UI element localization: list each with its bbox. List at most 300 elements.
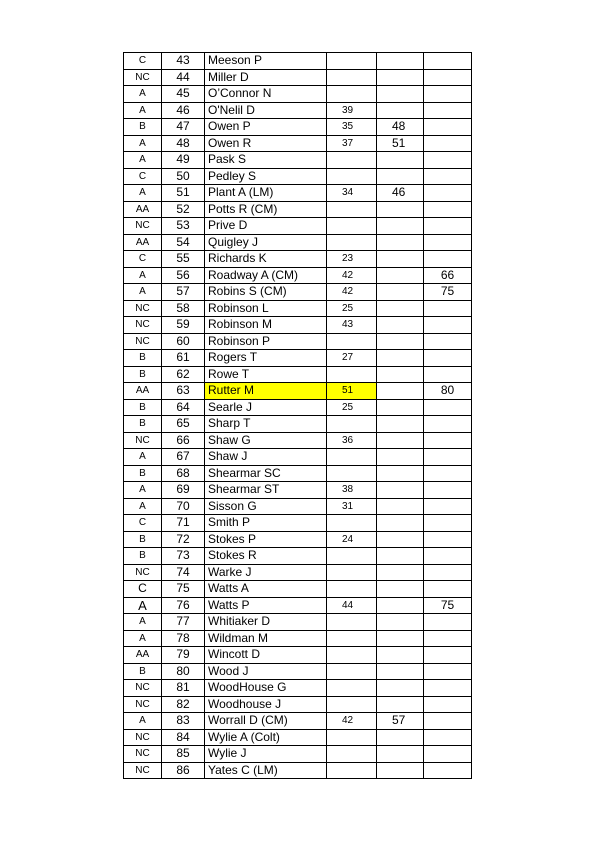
score-3-cell xyxy=(424,135,472,152)
score-1-cell: 27 xyxy=(327,350,377,367)
score-2-cell: 46 xyxy=(377,185,424,202)
number-cell: 45 xyxy=(162,86,205,103)
table-row xyxy=(124,416,472,433)
grade-cell: A xyxy=(124,86,162,103)
score-3-cell xyxy=(424,53,472,70)
name-cell: Stokes R xyxy=(205,548,327,565)
grade-cell: A xyxy=(124,630,162,647)
grade-cell: C xyxy=(124,515,162,532)
name-cell: Wincott D xyxy=(205,647,327,664)
grade-cell: C xyxy=(124,53,162,70)
table-row xyxy=(124,284,472,301)
score-1-cell: 42 xyxy=(327,284,377,301)
score-3-cell xyxy=(424,251,472,268)
table-row xyxy=(124,53,472,70)
score-3-cell xyxy=(424,119,472,136)
score-1-cell xyxy=(327,449,377,466)
number-cell: 65 xyxy=(162,416,205,433)
grade-cell: NC xyxy=(124,333,162,350)
table-row xyxy=(124,350,472,367)
number-cell: 84 xyxy=(162,729,205,746)
number-cell: 83 xyxy=(162,713,205,730)
table-row xyxy=(124,515,472,532)
number-cell: 75 xyxy=(162,581,205,598)
score-3-cell xyxy=(424,498,472,515)
name-cell: Owen R xyxy=(205,135,327,152)
score-2-cell xyxy=(377,432,424,449)
score-2-cell xyxy=(377,267,424,284)
score-2-cell xyxy=(377,69,424,86)
score-1-cell xyxy=(327,564,377,581)
grade-cell: A xyxy=(124,185,162,202)
score-1-cell xyxy=(327,416,377,433)
score-3-cell xyxy=(424,647,472,664)
name-cell: Wildman M xyxy=(205,630,327,647)
score-2-cell xyxy=(377,284,424,301)
table-row xyxy=(124,696,472,713)
table-row xyxy=(124,548,472,565)
table-row xyxy=(124,729,472,746)
number-cell: 44 xyxy=(162,69,205,86)
grade-cell: A xyxy=(124,614,162,631)
number-cell: 86 xyxy=(162,762,205,779)
number-cell: 47 xyxy=(162,119,205,136)
score-1-cell: 34 xyxy=(327,185,377,202)
number-cell: 52 xyxy=(162,201,205,218)
score-3-cell xyxy=(424,614,472,631)
score-1-cell xyxy=(327,696,377,713)
number-cell: 51 xyxy=(162,185,205,202)
score-2-cell xyxy=(377,498,424,515)
score-2-cell xyxy=(377,234,424,251)
score-1-cell xyxy=(327,465,377,482)
grade-cell: AA xyxy=(124,383,162,400)
grade-cell: C xyxy=(124,581,162,598)
grade-cell: NC xyxy=(124,729,162,746)
table-row xyxy=(124,152,472,169)
number-cell: 73 xyxy=(162,548,205,565)
table-row xyxy=(124,251,472,268)
score-1-cell xyxy=(327,69,377,86)
number-cell: 81 xyxy=(162,680,205,697)
score-1-cell: 36 xyxy=(327,432,377,449)
score-1-cell: 42 xyxy=(327,267,377,284)
name-cell: Robinson P xyxy=(205,333,327,350)
grade-cell: AA xyxy=(124,201,162,218)
grade-cell: NC xyxy=(124,69,162,86)
number-cell: 60 xyxy=(162,333,205,350)
table-row xyxy=(124,597,472,614)
name-cell: Whitiaker D xyxy=(205,614,327,631)
name-cell: Rowe T xyxy=(205,366,327,383)
score-2-cell xyxy=(377,218,424,235)
grade-cell: NC xyxy=(124,317,162,334)
score-2-cell xyxy=(377,482,424,499)
name-cell: Rutter M xyxy=(205,383,327,400)
score-2-cell xyxy=(377,449,424,466)
number-cell: 82 xyxy=(162,696,205,713)
score-3-cell xyxy=(424,350,472,367)
table-row xyxy=(124,465,472,482)
score-3-cell xyxy=(424,449,472,466)
grade-cell: NC xyxy=(124,432,162,449)
grade-cell: B xyxy=(124,663,162,680)
table-row xyxy=(124,383,472,400)
score-3-cell xyxy=(424,432,472,449)
name-cell: Wylie A (Colt) xyxy=(205,729,327,746)
score-2-cell xyxy=(377,399,424,416)
score-1-cell: 43 xyxy=(327,317,377,334)
grade-cell: AA xyxy=(124,647,162,664)
score-3-cell xyxy=(424,152,472,169)
table-row xyxy=(124,531,472,548)
table-row xyxy=(124,762,472,779)
score-3-cell xyxy=(424,333,472,350)
number-cell: 58 xyxy=(162,300,205,317)
score-3-cell xyxy=(424,234,472,251)
grade-cell: NC xyxy=(124,746,162,763)
table-row xyxy=(124,746,472,763)
table-row xyxy=(124,366,472,383)
name-cell: Roadway A (CM) xyxy=(205,267,327,284)
grade-cell: NC xyxy=(124,696,162,713)
grade-cell: A xyxy=(124,449,162,466)
score-2-cell xyxy=(377,762,424,779)
name-cell: Miller D xyxy=(205,69,327,86)
score-1-cell xyxy=(327,218,377,235)
number-cell: 77 xyxy=(162,614,205,631)
score-1-cell: 25 xyxy=(327,399,377,416)
table-row xyxy=(124,267,472,284)
table-row xyxy=(124,498,472,515)
name-cell: O’Connor N xyxy=(205,86,327,103)
table-row xyxy=(124,432,472,449)
score-1-cell xyxy=(327,515,377,532)
score-3-cell xyxy=(424,201,472,218)
score-3-cell xyxy=(424,69,472,86)
score-2-cell xyxy=(377,86,424,103)
score-3-cell xyxy=(424,399,472,416)
score-1-cell xyxy=(327,201,377,218)
grade-cell: C xyxy=(124,168,162,185)
score-1-cell: 37 xyxy=(327,135,377,152)
name-cell: Meeson P xyxy=(205,53,327,70)
table-row xyxy=(124,663,472,680)
number-cell: 54 xyxy=(162,234,205,251)
name-cell: Pedley S xyxy=(205,168,327,185)
grade-cell: A xyxy=(124,284,162,301)
name-cell: Shearmar SC xyxy=(205,465,327,482)
table-row xyxy=(124,333,472,350)
score-1-cell: 35 xyxy=(327,119,377,136)
table-row xyxy=(124,300,472,317)
number-cell: 64 xyxy=(162,399,205,416)
number-cell: 56 xyxy=(162,267,205,284)
score-3-cell xyxy=(424,696,472,713)
score-3-cell xyxy=(424,416,472,433)
name-cell: Quigley J xyxy=(205,234,327,251)
score-3-cell xyxy=(424,515,472,532)
score-3-cell xyxy=(424,564,472,581)
score-2-cell xyxy=(377,515,424,532)
name-cell: Prive D xyxy=(205,218,327,235)
table-row xyxy=(124,119,472,136)
grade-cell: B xyxy=(124,531,162,548)
name-cell: Smith P xyxy=(205,515,327,532)
number-cell: 55 xyxy=(162,251,205,268)
name-cell: Rogers T xyxy=(205,350,327,367)
score-1-cell xyxy=(327,333,377,350)
score-2-cell xyxy=(377,416,424,433)
score-3-cell xyxy=(424,713,472,730)
score-3-cell xyxy=(424,102,472,119)
name-cell: Robinson L xyxy=(205,300,327,317)
table-row xyxy=(124,102,472,119)
name-cell: Owen P xyxy=(205,119,327,136)
grade-cell: NC xyxy=(124,680,162,697)
score-2-cell xyxy=(377,152,424,169)
grade-cell: B xyxy=(124,548,162,565)
table-row xyxy=(124,86,472,103)
score-2-cell xyxy=(377,564,424,581)
score-3-cell xyxy=(424,366,472,383)
name-cell: Wylie J xyxy=(205,746,327,763)
score-3-cell xyxy=(424,548,472,565)
score-2-cell xyxy=(377,548,424,565)
grade-cell: NC xyxy=(124,762,162,779)
score-3-cell: 80 xyxy=(424,383,472,400)
number-cell: 49 xyxy=(162,152,205,169)
name-cell: O'Nelil D xyxy=(205,102,327,119)
score-1-cell xyxy=(327,234,377,251)
grade-cell: A xyxy=(124,152,162,169)
name-cell: Plant A (LM) xyxy=(205,185,327,202)
score-2-cell: 51 xyxy=(377,135,424,152)
table-row xyxy=(124,168,472,185)
grade-cell: A xyxy=(124,713,162,730)
score-3-cell xyxy=(424,531,472,548)
table-row xyxy=(124,680,472,697)
name-cell: Richards K xyxy=(205,251,327,268)
table-row xyxy=(124,69,472,86)
table-row xyxy=(124,218,472,235)
score-3-cell xyxy=(424,168,472,185)
number-cell: 68 xyxy=(162,465,205,482)
table-row xyxy=(124,135,472,152)
score-2-cell xyxy=(377,581,424,598)
score-2-cell xyxy=(377,168,424,185)
number-cell: 85 xyxy=(162,746,205,763)
score-1-cell xyxy=(327,86,377,103)
name-cell: Woodhouse J xyxy=(205,696,327,713)
grade-cell: B xyxy=(124,119,162,136)
number-cell: 66 xyxy=(162,432,205,449)
number-cell: 79 xyxy=(162,647,205,664)
score-2-cell xyxy=(377,201,424,218)
table-row xyxy=(124,399,472,416)
score-2-cell xyxy=(377,300,424,317)
grade-cell: A xyxy=(124,498,162,515)
number-cell: 62 xyxy=(162,366,205,383)
score-1-cell xyxy=(327,680,377,697)
score-1-cell xyxy=(327,729,377,746)
score-3-cell xyxy=(424,680,472,697)
table-row xyxy=(124,449,472,466)
number-cell: 57 xyxy=(162,284,205,301)
number-cell: 46 xyxy=(162,102,205,119)
grade-cell: A xyxy=(124,267,162,284)
score-2-cell xyxy=(377,614,424,631)
number-cell: 63 xyxy=(162,383,205,400)
score-3-cell xyxy=(424,581,472,598)
name-cell: Sharp T xyxy=(205,416,327,433)
score-3-cell xyxy=(424,86,472,103)
number-cell: 50 xyxy=(162,168,205,185)
score-2-cell: 48 xyxy=(377,119,424,136)
name-cell: Worrall D (CM) xyxy=(205,713,327,730)
member-table-body xyxy=(124,53,472,779)
grade-cell: B xyxy=(124,399,162,416)
grade-cell: B xyxy=(124,366,162,383)
table-row xyxy=(124,564,472,581)
grade-cell: A xyxy=(124,102,162,119)
grade-cell: AA xyxy=(124,234,162,251)
table-row xyxy=(124,614,472,631)
name-cell: Shaw G xyxy=(205,432,327,449)
table-row xyxy=(124,647,472,664)
score-3-cell xyxy=(424,317,472,334)
number-cell: 76 xyxy=(162,597,205,614)
score-3-cell xyxy=(424,300,472,317)
number-cell: 43 xyxy=(162,53,205,70)
table-row xyxy=(124,482,472,499)
name-cell: Robinson M xyxy=(205,317,327,334)
name-cell: Yates C (LM) xyxy=(205,762,327,779)
grade-cell: NC xyxy=(124,300,162,317)
number-cell: 80 xyxy=(162,663,205,680)
score-1-cell: 44 xyxy=(327,597,377,614)
score-1-cell: 23 xyxy=(327,251,377,268)
name-cell: Sisson G xyxy=(205,498,327,515)
score-3-cell: 75 xyxy=(424,284,472,301)
number-cell: 78 xyxy=(162,630,205,647)
score-1-cell: 51 xyxy=(327,383,377,400)
score-2-cell xyxy=(377,729,424,746)
score-1-cell: 25 xyxy=(327,300,377,317)
score-3-cell xyxy=(424,746,472,763)
score-1-cell: 42 xyxy=(327,713,377,730)
score-2-cell xyxy=(377,350,424,367)
score-2-cell xyxy=(377,746,424,763)
score-2-cell xyxy=(377,647,424,664)
score-3-cell xyxy=(424,762,472,779)
score-3-cell xyxy=(424,482,472,499)
grade-cell: C xyxy=(124,251,162,268)
score-2-cell xyxy=(377,383,424,400)
grade-cell: B xyxy=(124,416,162,433)
score-2-cell xyxy=(377,680,424,697)
score-3-cell xyxy=(424,218,472,235)
grade-cell: A xyxy=(124,135,162,152)
table-row xyxy=(124,581,472,598)
score-2-cell xyxy=(377,597,424,614)
number-cell: 61 xyxy=(162,350,205,367)
score-1-cell xyxy=(327,152,377,169)
score-2-cell xyxy=(377,102,424,119)
table-row xyxy=(124,713,472,730)
score-2-cell xyxy=(377,465,424,482)
score-2-cell xyxy=(377,251,424,268)
score-1-cell xyxy=(327,614,377,631)
grade-cell: A xyxy=(124,597,162,614)
grade-cell: B xyxy=(124,350,162,367)
name-cell: Warke J xyxy=(205,564,327,581)
table-row xyxy=(124,630,472,647)
table-row xyxy=(124,234,472,251)
number-cell: 53 xyxy=(162,218,205,235)
score-3-cell xyxy=(424,630,472,647)
score-1-cell xyxy=(327,366,377,383)
name-cell: Watts A xyxy=(205,581,327,598)
score-2-cell xyxy=(377,366,424,383)
score-1-cell: 24 xyxy=(327,531,377,548)
member-table xyxy=(123,52,472,779)
score-2-cell xyxy=(377,663,424,680)
score-3-cell xyxy=(424,729,472,746)
score-1-cell: 31 xyxy=(327,498,377,515)
number-cell: 67 xyxy=(162,449,205,466)
score-2-cell xyxy=(377,696,424,713)
grade-cell: NC xyxy=(124,564,162,581)
score-1-cell xyxy=(327,746,377,763)
score-3-cell: 66 xyxy=(424,267,472,284)
score-2-cell xyxy=(377,531,424,548)
name-cell: Wood J xyxy=(205,663,327,680)
number-cell: 72 xyxy=(162,531,205,548)
name-cell: Shearmar ST xyxy=(205,482,327,499)
number-cell: 70 xyxy=(162,498,205,515)
number-cell: 71 xyxy=(162,515,205,532)
score-3-cell xyxy=(424,465,472,482)
score-2-cell: 57 xyxy=(377,713,424,730)
score-1-cell xyxy=(327,630,377,647)
score-2-cell xyxy=(377,333,424,350)
name-cell: Pask S xyxy=(205,152,327,169)
name-cell: Watts P xyxy=(205,597,327,614)
number-cell: 48 xyxy=(162,135,205,152)
name-cell: Shaw J xyxy=(205,449,327,466)
score-1-cell xyxy=(327,168,377,185)
grade-cell: B xyxy=(124,465,162,482)
score-1-cell xyxy=(327,548,377,565)
score-1-cell xyxy=(327,663,377,680)
number-cell: 59 xyxy=(162,317,205,334)
score-1-cell: 39 xyxy=(327,102,377,119)
grade-cell: A xyxy=(124,482,162,499)
name-cell: Potts R (CM) xyxy=(205,201,327,218)
name-cell: WoodHouse G xyxy=(205,680,327,697)
table-row xyxy=(124,317,472,334)
table-row xyxy=(124,201,472,218)
score-1-cell xyxy=(327,581,377,598)
number-cell: 74 xyxy=(162,564,205,581)
score-2-cell xyxy=(377,317,424,334)
name-cell: Searle J xyxy=(205,399,327,416)
score-1-cell xyxy=(327,762,377,779)
score-3-cell xyxy=(424,185,472,202)
score-1-cell: 38 xyxy=(327,482,377,499)
score-3-cell xyxy=(424,663,472,680)
